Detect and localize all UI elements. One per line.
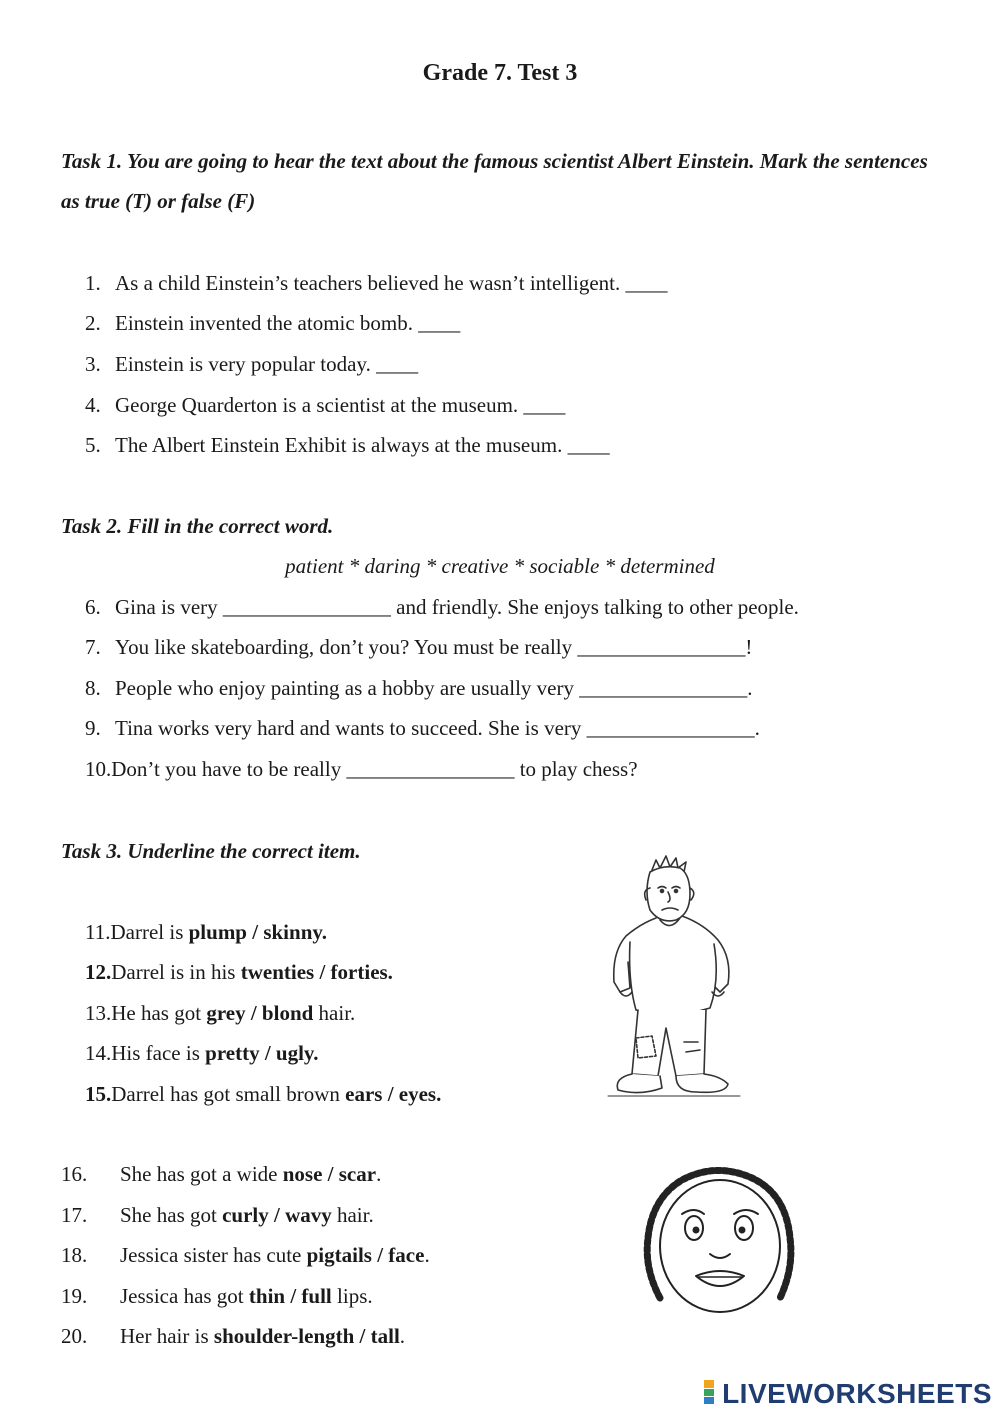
list-item: [85, 311, 460, 335]
item-number: 2.: [85, 311, 101, 335]
item-number: 9.: [85, 716, 101, 740]
item-options[interactable]: nose / scar: [282, 1162, 377, 1186]
jessica-illustration: [630, 1158, 806, 1324]
item-text-end: hair.: [331, 1203, 374, 1227]
item-number: 18.: [61, 1243, 88, 1267]
list-item: [85, 595, 799, 619]
list-item: [85, 920, 327, 944]
item-text-end: .: [376, 1162, 382, 1186]
list-item: [85, 1001, 355, 1025]
item-number: 7.: [85, 635, 101, 659]
logo-text: LIVEWORKSHEETS: [722, 1378, 992, 1409]
item-text: Einstein is very popular today. ____: [115, 352, 419, 376]
item-number: 14.: [85, 1041, 112, 1065]
item-text: Einstein invented the atomic bomb. ____: [115, 311, 461, 335]
item-text: He has got: [111, 1001, 207, 1025]
item-text: Gina is very ________________ and friendly. She enjoys talking to other people.: [115, 595, 799, 619]
list-item: [61, 1243, 430, 1267]
item-options[interactable]: plump / skinny.: [188, 920, 327, 944]
list-item: [85, 635, 752, 659]
item-number: 16.: [61, 1162, 88, 1186]
page-title: Grade 7. Test 3: [422, 60, 578, 86]
task3-heading: Task 3. Underline the correct item.: [61, 839, 361, 863]
item-text: Darrel has got small brown: [111, 1082, 346, 1106]
item-number: 8.: [85, 676, 101, 700]
item-text: As a child Einstein’s teachers believed he wasn’t intelligent. ____: [115, 271, 668, 295]
item-number: 4.: [85, 393, 101, 417]
item-text-end: .: [424, 1243, 430, 1267]
list-item: [61, 1162, 381, 1186]
item-number: 11.: [85, 920, 111, 944]
item-text: Don’t you have to be really ________________ to play chess?: [111, 757, 638, 781]
item-number: 13.: [85, 1001, 112, 1025]
item-number: 5.: [85, 433, 101, 457]
list-item: [85, 757, 638, 781]
item-number: 6.: [85, 595, 101, 619]
list-item: [85, 1041, 319, 1065]
item-number: 15.: [85, 1082, 112, 1106]
list-item: [85, 960, 393, 984]
item-text: George Quarderton is a scientist at the museum. ____: [115, 393, 566, 417]
item-text: People who enjoy painting as a hobby are usually very ________________.: [115, 676, 753, 700]
item-text: Jessica has got: [120, 1284, 249, 1308]
list-item: [85, 352, 418, 376]
item-text-end: lips.: [331, 1284, 373, 1308]
item-number: 3.: [85, 352, 101, 376]
item-options[interactable]: curly / wavy: [222, 1203, 332, 1227]
list-item: [85, 1082, 441, 1106]
item-options[interactable]: pigtails / face: [306, 1243, 425, 1267]
item-options[interactable]: grey / blond: [206, 1001, 314, 1025]
list-item: [61, 1203, 374, 1227]
task2-heading: Task 2. Fill in the correct word.: [61, 514, 334, 538]
word-bank: patient * daring * creative * sociable * determined: [285, 554, 715, 578]
item-text: She has got a wide: [120, 1162, 283, 1186]
item-options[interactable]: thin / full: [248, 1284, 332, 1308]
item-text: The Albert Einstein Exhibit is always at the museum. ____: [115, 433, 610, 457]
item-text: Darrel is: [110, 920, 189, 944]
list-item: [85, 433, 610, 457]
item-number: 1.: [85, 271, 101, 295]
task1-heading: Task 1. You are going to hear the text about the famous scientist Albert Einstein. Mark the sentences as true (T) or false (F): [61, 149, 928, 213]
item-text: She has got: [120, 1203, 223, 1227]
list-item: [61, 1324, 405, 1348]
item-options[interactable]: shoulder-length / tall: [213, 1324, 400, 1348]
item-number: 17.: [61, 1203, 88, 1227]
item-text: Her hair is: [120, 1324, 214, 1348]
liveworksheets-logo: [704, 1378, 992, 1410]
item-options[interactable]: twenties / forties.: [240, 960, 393, 984]
darrel-illustration: [600, 852, 750, 1098]
list-item: [85, 271, 667, 295]
item-number: 10.: [85, 757, 112, 781]
item-options[interactable]: ears / eyes.: [345, 1082, 442, 1106]
list-item: [85, 716, 760, 740]
list-item: [85, 393, 565, 417]
item-number: 12.: [85, 960, 112, 984]
item-text: Jessica sister has cute: [120, 1243, 307, 1267]
item-text-end: .: [399, 1324, 406, 1348]
item-number: 19.: [61, 1284, 88, 1308]
item-text-end: hair.: [313, 1001, 356, 1025]
item-text: Darrel is in his: [111, 960, 241, 984]
item-options[interactable]: pretty / ugly.: [205, 1041, 319, 1065]
item-text: You like skateboarding, don’t you? You must be really ________________!: [115, 635, 753, 659]
list-item: [61, 1284, 373, 1308]
list-item: [85, 676, 752, 700]
item-text: Tina works very hard and wants to succeed. She is very ________________.: [115, 716, 760, 740]
item-text: His face is: [111, 1041, 206, 1065]
logo-icon: [704, 1378, 718, 1406]
item-number: 20.: [61, 1324, 88, 1348]
